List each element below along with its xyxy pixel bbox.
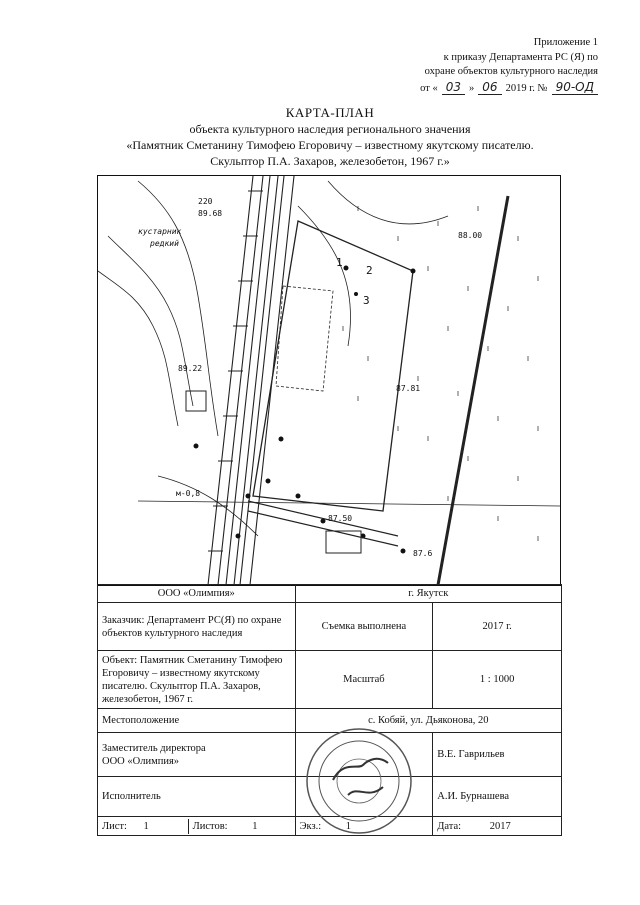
copy-label: Экз.: [299, 820, 322, 832]
appendix-block [298, 36, 598, 96]
title-line2: объекта культурного наследия регионального значения [189, 122, 471, 136]
label-elev-5: 87.50 [328, 514, 353, 523]
object-cell: Объект: Памятник Сметанину Тимофею Егоровичу – известному якутскому писателю. Скульптор П.А. Захаров, железобетон, 1967 г. [98, 651, 296, 709]
map-side-text-1: кустарник [138, 227, 182, 236]
sheets-group [189, 819, 295, 834]
point-1: 1 [336, 256, 343, 269]
date-day: 03 [442, 80, 465, 96]
horizontal-line [138, 501, 560, 506]
survey-year: 2017 г. [433, 603, 562, 651]
location-label: Местоположение [98, 709, 296, 733]
label-elev-2: 88.00 [458, 231, 483, 240]
scale-value: 1 : 1000 [433, 651, 562, 709]
document-title [90, 105, 570, 169]
sheets-value: 1 [252, 820, 258, 832]
title-main: КАРТА-ПЛАН [285, 105, 375, 120]
date-value: 2017 [489, 820, 511, 832]
lower-building [326, 531, 361, 553]
label-elev-3: 89.22 [178, 364, 203, 373]
date-label: Дата: [437, 820, 462, 832]
order-number: 90-ОД [552, 80, 598, 96]
date-prefix: от « [420, 82, 438, 94]
city-name: г. Якутск [295, 585, 561, 603]
survey-label: Съемка выполнена [295, 603, 433, 651]
title-line4: Скульптор П.А. Захаров, железобетон, 1967 г.» [210, 154, 450, 168]
deputy-cell [98, 733, 296, 777]
plot-outline [253, 221, 413, 511]
sheet-value: 1 [143, 820, 149, 832]
date-cell [433, 817, 562, 836]
deputy-org: ООО «Олимпия» [102, 755, 180, 767]
appendix-line2: к приказу Департамента РС (Я) по [443, 51, 598, 63]
map-side-text-2: редкий [150, 239, 179, 248]
sheet-cell [98, 817, 296, 836]
executor-label: Исполнитель [98, 777, 296, 817]
location-value: с. Кобяй, ул. Дьяконова, 20 [295, 709, 561, 733]
customer-cell: Заказчик: Департамент РС(Я) по охране объектов культурного наследия [98, 603, 296, 651]
label-elev-6: 87.6 [413, 549, 433, 558]
label-m08: м-0,8 [176, 489, 201, 498]
copy-value: 1 [345, 820, 352, 832]
grass-marks [343, 206, 538, 541]
executor-name: А.И. Бурнашева [433, 777, 562, 817]
title-line3: «Памятник Сметанину Тимофею Егоровичу – известному якутскому писателю. [126, 138, 534, 152]
appendix-line3: охране объектов культурного наследия [424, 66, 598, 77]
point-2: 2 [366, 264, 373, 277]
deputy-label: Заместитель директора [102, 742, 206, 754]
appendix-date-line [298, 80, 598, 97]
appendix-line1: Приложение 1 [533, 37, 598, 48]
org-name: ООО «Олимпия» [98, 585, 296, 603]
deputy-name: В.Е. Гаврильев [433, 733, 562, 777]
boundary-line [438, 196, 508, 585]
date-year: 2019 г. № [505, 82, 548, 94]
official-stamp [303, 725, 415, 837]
date-month: 06 [478, 80, 501, 96]
road-band [208, 176, 294, 585]
sheets-label: Листов: [192, 820, 228, 832]
point-3: 3 [363, 294, 370, 307]
scale-label: Масштаб [295, 651, 433, 709]
small-building [186, 391, 206, 411]
date-mid: » [469, 82, 475, 94]
sheet-group [98, 819, 189, 834]
sheet-label: Лист: [102, 820, 127, 832]
label-220: 220 [198, 197, 213, 206]
label-elev-1: 89.68 [198, 209, 223, 218]
label-elev-4: 87.81 [396, 384, 421, 393]
site-plan-map [97, 175, 561, 586]
